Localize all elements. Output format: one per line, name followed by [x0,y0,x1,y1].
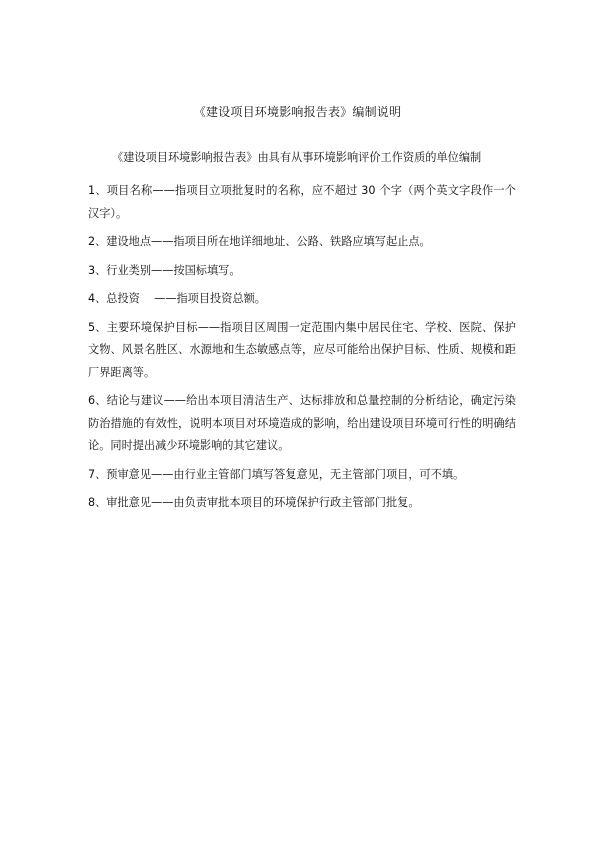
item-conclusions: 6、结论与建议——给出本项目清洁生产、达标排放和总量控制的分析结论，确定污染防治措施的有效性，说明本项目对环境造成的影响，给出建设项目环境可行性的明确结论。同时提出减少环境影响的其它建议。 [88,394,516,452]
document-title: 《建设项目环境影响报告表》编制说明 [193,105,402,119]
item-project-name: 1、项目名称——指项目立项批复时的名称，应不超过 30 个字（两个英文字段作一个汉字）。 [88,184,516,220]
item-approval-opinion: 8、审批意见——由负责审批本项目的环境保护行政主管部门批复。 [88,496,420,509]
item-protection-targets: 5、主要环境保护目标——指项目区周围一定范围内集中居民住宅、学校、医院、保护文物、风景名胜区、水源地和生态敏感点等，应尽可能给出保护目标、性质、规模和距厂界距离等。 [88,320,516,379]
document-body [88,150,516,521]
item-preliminary-review: 7、预审意见——由行业主管部门填写答复意见，无主管部门项目，可不填。 [88,467,465,481]
item-industry-category: 3、行业类别——按国标填写。 [88,263,241,277]
item-total-investment: 4、总投资 ——指项目投资总额。 [88,292,266,305]
intro-paragraph: 《建设项目环境影响报告表》由具有从事环境影响评价工作资质的单位编制 [112,151,482,164]
item-construction-site: 2、建设地点——指项目所在地详细地址、公路、铁路应填写起止点。 [88,235,431,248]
